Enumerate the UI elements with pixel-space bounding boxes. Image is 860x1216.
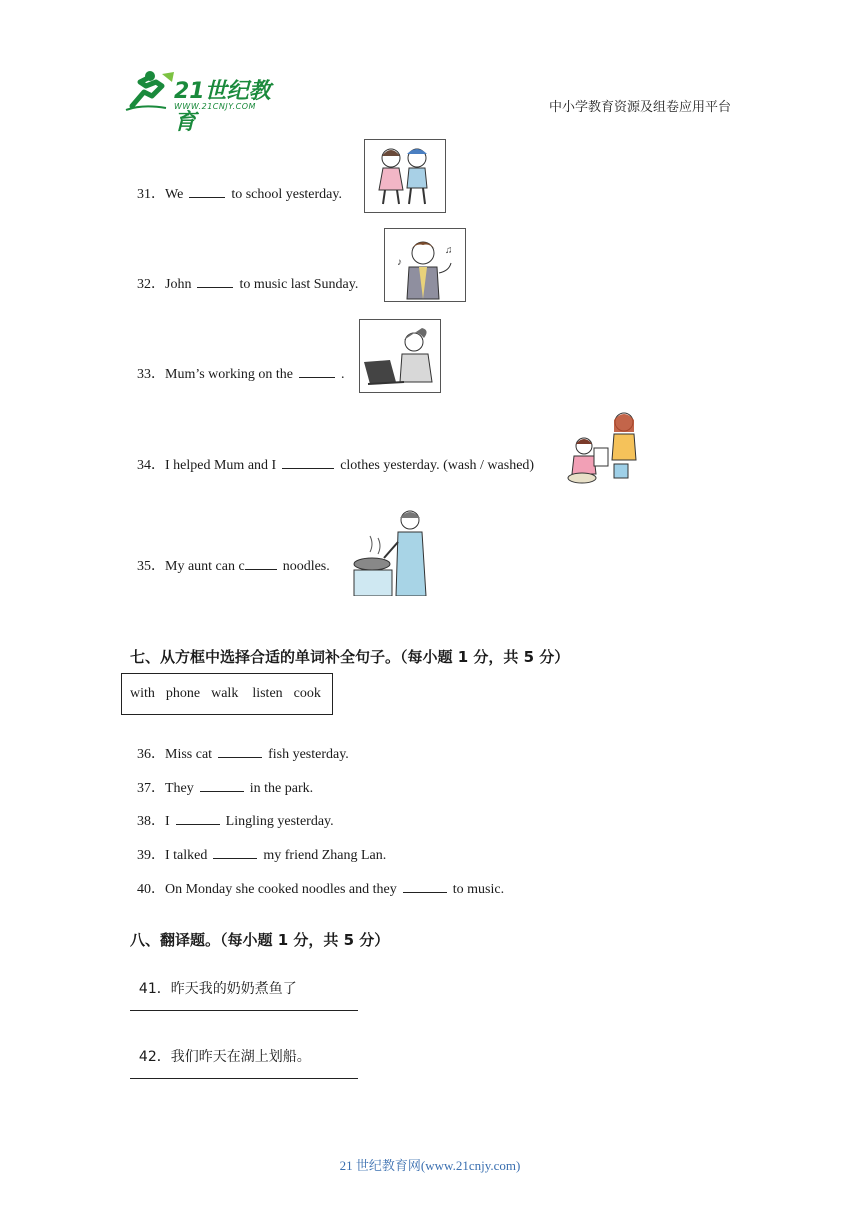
answer-blank[interactable] xyxy=(218,745,262,758)
question-41: 41．昨天我的奶奶煮鱼了 xyxy=(138,981,297,997)
question-42: 42．我们昨天在湖上划船。 xyxy=(138,1049,311,1065)
question-34: 34．I helped Mum and I clothes yesterday. (wash / washed) xyxy=(137,458,535,473)
girls-washing-clothes-icon xyxy=(566,408,642,486)
answer-blank[interactable] xyxy=(403,880,447,893)
header-tagline: 中小学教育资源及组卷应用平台 xyxy=(549,100,732,115)
answer-blank[interactable] xyxy=(282,456,334,469)
question-37: 37．They in the park. xyxy=(137,781,314,796)
question-35: 35．My aunt can c noodles. xyxy=(137,559,330,574)
footer-text[interactable]: 21 世纪教育网(www.21cnjy.com) xyxy=(339,1158,521,1173)
site-logo xyxy=(122,68,292,135)
answer-line[interactable] xyxy=(130,1010,358,1011)
question-33: 33．Mum’s working on the . xyxy=(137,367,345,382)
svg-text:♫: ♫ xyxy=(445,245,453,256)
section-7-title: 七、从方框中选择合适的单词补全句子。（每小题 1 分，共 5 分） xyxy=(130,648,570,666)
question-36: 36．Miss cat fish yesterday. xyxy=(137,747,349,762)
question-39: 39．I talked my friend Zhang Lan. xyxy=(137,848,387,863)
answer-blank[interactable] xyxy=(197,275,233,288)
word-bank-item: phone xyxy=(165,686,201,701)
question-31: 31．We to school yesterday. xyxy=(137,187,342,202)
answer-blank[interactable] xyxy=(200,779,244,792)
question-32: 32．John to music last Sunday. xyxy=(137,277,359,292)
section-8-title: 八、翻译题。（每小题 1 分，共 5 分） xyxy=(130,931,390,949)
answer-blank[interactable] xyxy=(189,185,225,198)
word-bank-item: cook xyxy=(293,686,321,701)
svg-text:♪: ♪ xyxy=(397,257,402,268)
logo-url: WWW.21CNJY.COM xyxy=(174,102,256,111)
word-bank-item: listen xyxy=(252,686,283,701)
logo-text: 21世纪教育 xyxy=(174,79,271,135)
answer-blank[interactable] xyxy=(213,846,257,859)
answer-line[interactable] xyxy=(130,1078,358,1079)
answer-blank[interactable] xyxy=(245,557,277,570)
question-38: 38．I Lingling yesterday. xyxy=(137,814,334,829)
two-children-walking-icon xyxy=(364,139,446,213)
woman-cooking-icon xyxy=(350,506,430,596)
word-bank-item: with xyxy=(130,686,155,701)
woman-computer-icon xyxy=(359,319,441,393)
question-40: 40．On Monday she cooked noodles and they to music. xyxy=(137,882,505,897)
answer-blank[interactable] xyxy=(176,812,220,825)
word-bank-item: walk xyxy=(211,686,239,701)
boy-listening-music-icon xyxy=(384,228,466,302)
answer-blank[interactable] xyxy=(299,365,335,378)
word-bank xyxy=(121,673,333,715)
